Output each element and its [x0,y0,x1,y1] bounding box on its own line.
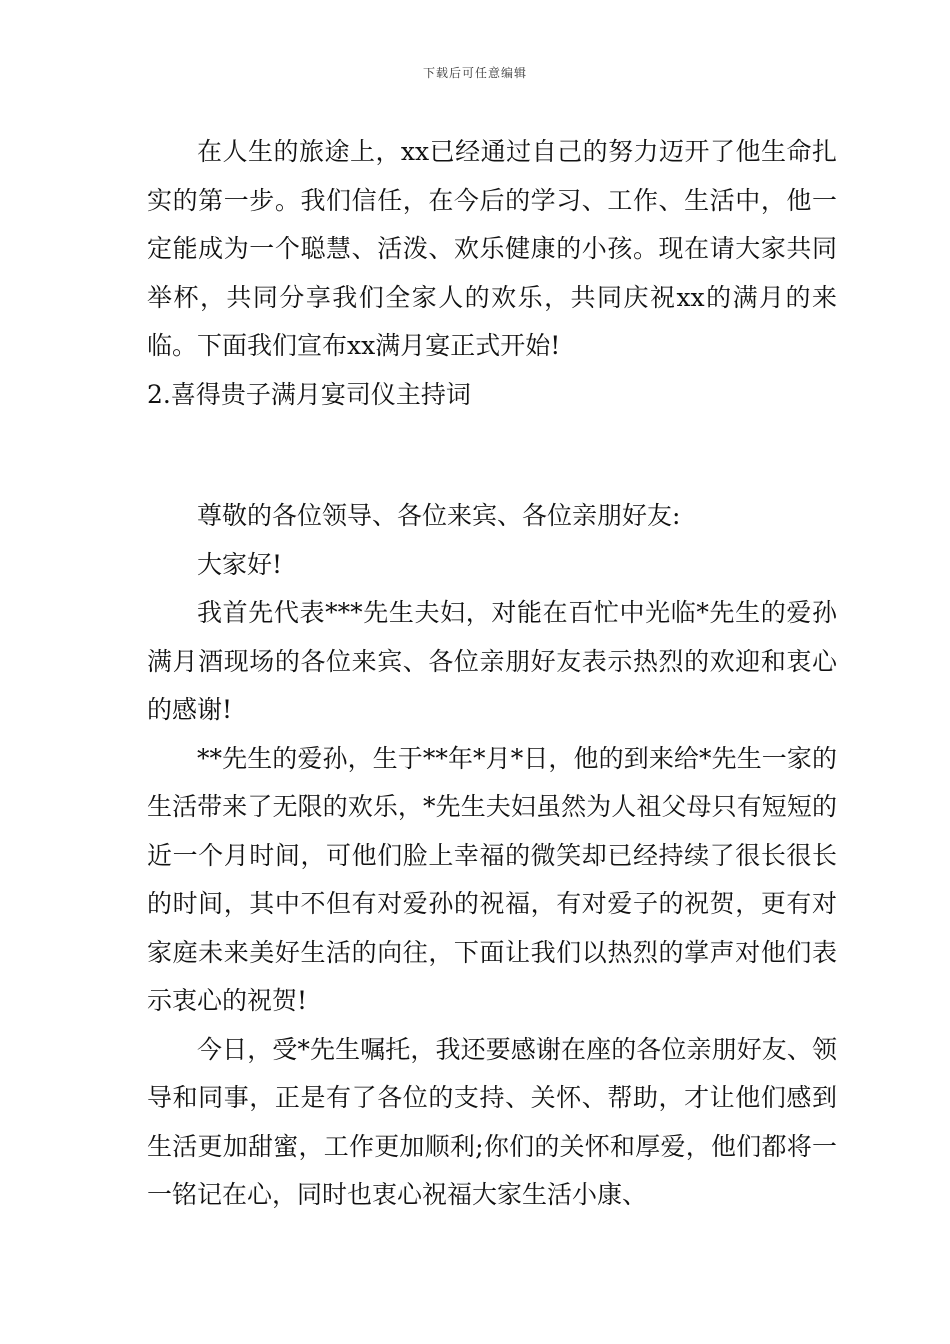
paragraph-welcome: 我首先代表***先生夫妇，对能在百忙中光临*先生的爱孙满月酒现场的各位来宾、各位亲朋好友表示热烈的欢迎和衷心的感谢! [147,598,837,724]
page-header: 下载后可任意编辑 [422,66,527,80]
section-spacer [147,419,837,492]
paragraph-salutation: 尊敬的各位领导、各位来宾、各位亲朋好友: [197,501,681,530]
paragraph-closing-toast: 在人生的旅途上，xx已经通过自己的努力迈开了他生命扎实的第一步。我们信任，在今后的学习、工作、生活中，他一定能成为一个聪慧、活泼、欢乐健康的小孩。现在请大家共同举杯，共同分享我们全家人的欢乐，共同庆祝xx的满月的来临。下面我们宣布xx满月宴正式开始! [147,137,837,360]
section-heading: 2.喜得贵子满月宴司仪主持词 [147,379,471,409]
document-body [147,128,837,1220]
paragraph-greeting: 大家好! [197,549,283,579]
paragraph-grandson: **先生的爱孙，生于**年*月*日，他的到来给*先生一家的生活带来了无限的欢乐，*先生夫妇虽然为人祖父母只有短短的近一个月时间，可他们脸上幸福的微笑却已经持续了很长很长的时间，其中不但有对爱孙的祝福，有对爱子的祝贺，更有对家庭未来美好生活的向往，下面让我们以热烈的掌声对他们表示衷心的祝贺! [147,743,837,1015]
paragraph-thanks: 今日，受*先生嘱托，我还要感谢在座的各位亲朋好友、领导和同事，正是有了各位的支持、关怀、帮助，才让他们感到生活更加甜蜜，工作更加顺利;你们的关怀和厚爱，他们都将一一铭记在心，同时也衷心祝福大家生活小康、 [147,1034,837,1209]
